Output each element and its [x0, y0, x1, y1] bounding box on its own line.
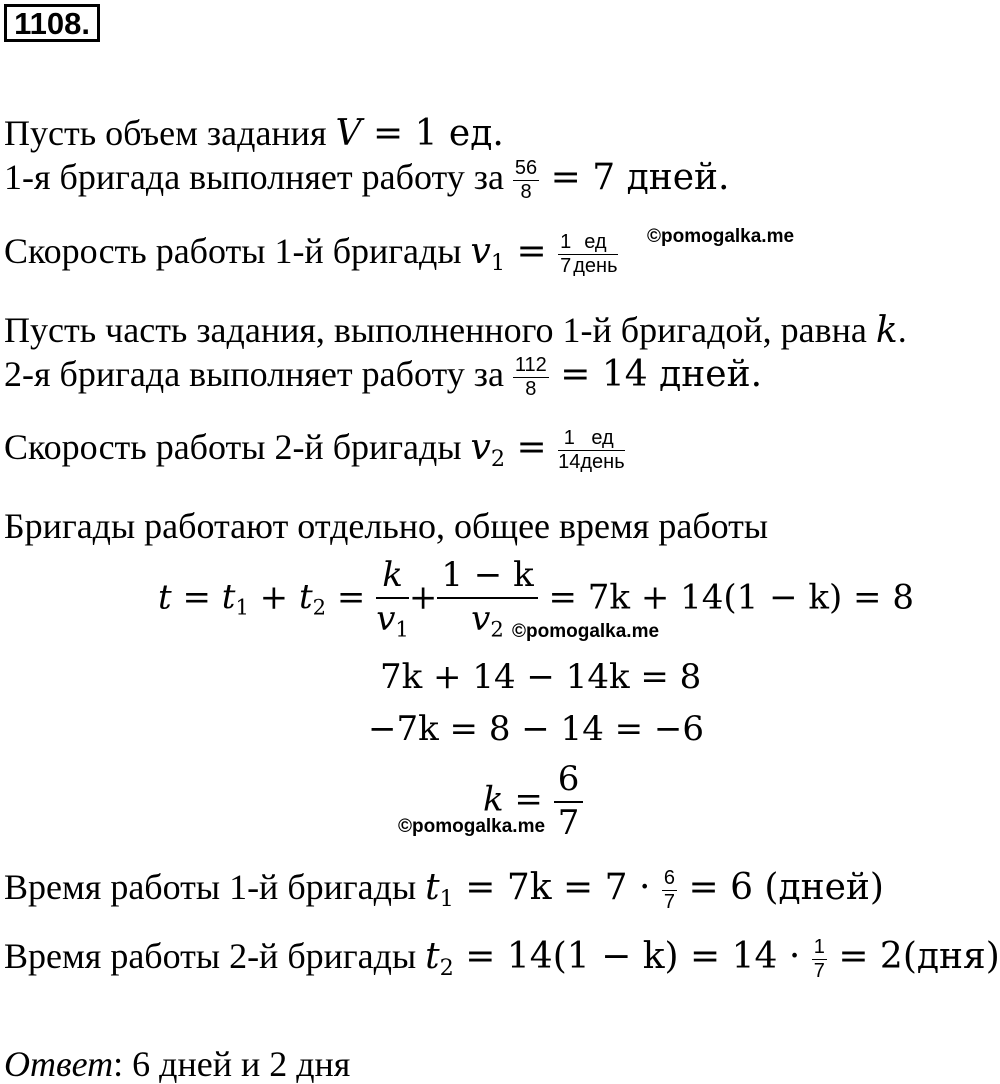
- equals-sign: =: [505, 426, 559, 468]
- fraction-num: 6: [554, 762, 584, 803]
- var-v2: [470, 426, 506, 472]
- var-t: t: [425, 866, 440, 908]
- unit-fraction: [573, 232, 617, 277]
- line-brigade2-days: [4, 355, 762, 400]
- var-v: v: [470, 426, 491, 468]
- fraction-num: 1: [558, 428, 580, 451]
- line-volume-rest: = 1 ед.: [361, 113, 504, 154]
- answer-label: Ответ: [4, 1044, 114, 1084]
- fraction-k-v1: [376, 555, 409, 642]
- fraction-den: 7: [663, 891, 676, 913]
- subscript: 2: [439, 954, 454, 981]
- line-volume: [4, 115, 504, 152]
- var-t: t: [221, 577, 236, 618]
- watermark: ©pomogalka.me: [512, 621, 660, 642]
- var-t: t: [158, 577, 172, 618]
- fraction-den: [376, 599, 409, 641]
- line-time2: [4, 937, 1000, 982]
- line-time1-mid: = 7k = 7 ·: [453, 866, 662, 908]
- line-time1-text: Время работы 1-й бригады: [4, 866, 426, 907]
- fraction-den: 8: [525, 378, 537, 400]
- unit-num: ед: [580, 428, 624, 451]
- line-brigade2-text: 2-я бригада выполняет работу за: [4, 353, 513, 394]
- equation-expand: 7k + 14 − 14k = 8: [380, 657, 702, 697]
- fraction-num: 1: [813, 936, 825, 958]
- subscript: 2: [490, 616, 504, 642]
- fraction-num: 56: [514, 157, 538, 179]
- fraction-56-8: [513, 158, 539, 203]
- unit-den: день: [573, 255, 618, 277]
- fraction-1-14: [558, 428, 580, 473]
- var-t2: [298, 577, 327, 621]
- fraction-6-7: [554, 759, 584, 843]
- var-t2: [425, 935, 454, 981]
- watermark: ©pomogalka.me: [647, 226, 795, 247]
- var-v1: [470, 230, 506, 276]
- unit-fraction: [580, 428, 624, 473]
- subscript: 1: [395, 616, 409, 642]
- line-time2-rest: = 2(дня): [826, 935, 1000, 977]
- plus-sign: +: [408, 577, 438, 618]
- line-time2-text: Время работы 2-й бригады: [4, 935, 426, 976]
- line-brigade2-rest: = 14 дней.: [548, 353, 763, 395]
- var-t1: [425, 866, 454, 912]
- answer-text: : 6 дней и 2 дня: [113, 1044, 351, 1084]
- fraction-112-8: [513, 355, 549, 400]
- fraction-1-7: [558, 232, 573, 277]
- subscript: 1: [439, 885, 454, 912]
- line-part-k-text: Пусть часть задания, выполненного 1-й бригадой, равна: [4, 310, 876, 350]
- var-t: t: [298, 577, 313, 618]
- equals-sign: =: [326, 577, 377, 618]
- equals-sign: =: [171, 577, 222, 618]
- line-volume-text: Пусть объем задания: [4, 113, 336, 153]
- fraction-num: 1 − k: [437, 558, 537, 599]
- var-t: t: [425, 935, 440, 977]
- fraction-den: 7: [813, 960, 825, 982]
- line-brigade1-rest: = 7 дней.: [539, 156, 730, 198]
- equals-sign: =: [505, 230, 559, 272]
- subscript: 2: [312, 595, 327, 621]
- equation-rest: = 7k + 14(1 − k) = 8: [537, 577, 914, 618]
- fraction-den: 14: [558, 451, 581, 473]
- subscript: 2: [490, 445, 506, 472]
- fraction-num: 112: [514, 354, 547, 376]
- fraction-6-7-small: [662, 868, 677, 913]
- problem-number: 1108.: [4, 4, 100, 42]
- answer-line: [4, 1046, 350, 1082]
- var-k: k: [875, 310, 898, 351]
- fraction-num: 1: [560, 231, 572, 253]
- line-total-time: Бригады работают отдельно, общее время работы: [4, 506, 769, 546]
- fraction-num: k: [376, 558, 409, 599]
- var-t1: [221, 577, 249, 621]
- k-equals: k =: [483, 779, 554, 820]
- line-speed1: [4, 232, 618, 277]
- fraction-den: 7: [560, 255, 572, 277]
- watermark: ©pomogalka.me: [398, 816, 546, 837]
- line-speed2: [4, 428, 625, 473]
- equation-simplify: −7k = 8 − 14 = −6: [368, 709, 705, 749]
- unit-num: ед: [573, 232, 617, 255]
- period: .: [897, 310, 907, 350]
- var-v: V: [335, 113, 362, 154]
- line-time1: [4, 868, 884, 913]
- var-v: v: [376, 598, 396, 639]
- var-v: v: [470, 230, 491, 272]
- line-brigade1-text: 1-я бригада выполняет работу за: [4, 156, 513, 197]
- line-brigade1-days: [4, 158, 729, 203]
- subscript: 1: [235, 595, 249, 621]
- line-time1-rest: = 6 (дней): [677, 866, 884, 908]
- fraction-1-7-small: [812, 937, 827, 982]
- line-time2-mid: = 14(1 − k) = 14 ·: [453, 935, 812, 977]
- plus-sign: +: [248, 577, 299, 618]
- fraction-den: 7: [557, 802, 580, 843]
- line-speed1-text: Скорость работы 1-й бригады: [4, 230, 471, 271]
- unit-den: день: [580, 451, 625, 473]
- var-v: v: [471, 598, 491, 639]
- line-part-k: [4, 312, 907, 349]
- fraction-num: 6: [663, 867, 676, 889]
- line-speed2-text: Скорость работы 2-й бригады: [4, 426, 471, 467]
- fraction-den: 8: [520, 181, 532, 203]
- subscript: 1: [490, 249, 506, 276]
